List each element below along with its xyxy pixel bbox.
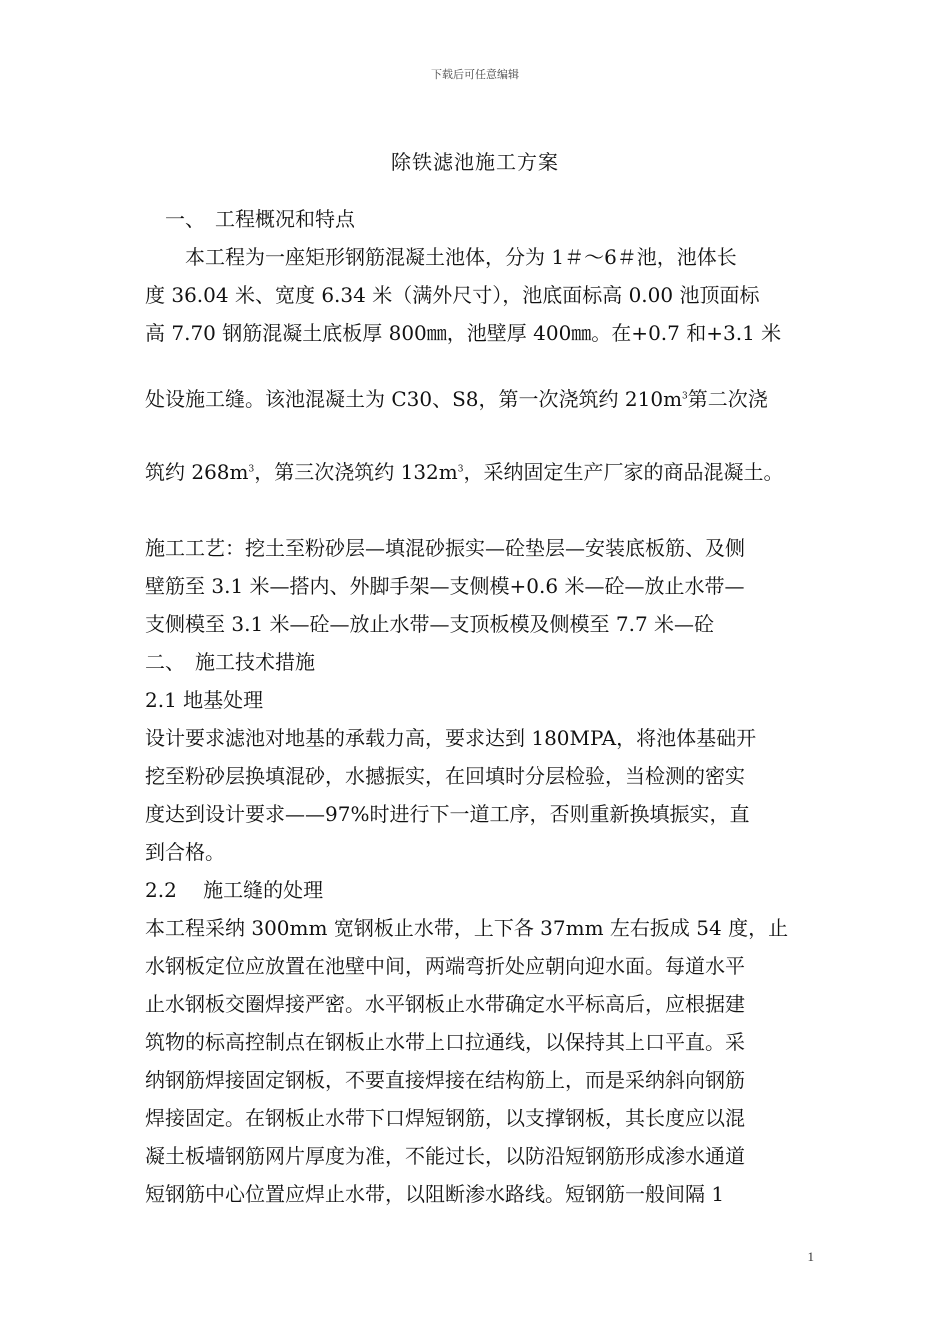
paragraph-line: 到合格。: [145, 840, 225, 864]
paragraph-line: 短钢筋中心位置应焊止水带，以阻断渗水路线。短钢筋一般间隔 1: [145, 1182, 725, 1206]
paragraph-line: [145, 380, 820, 418]
paragraph-line: 施工工艺：挖土至粉砂层—填混砂振实—砼垫层—安装底板筋、及侧: [145, 536, 745, 560]
document-title: 除铁滤池施工方案: [391, 150, 559, 174]
paragraph-line: 本工程采纳 300mm 宽钢板止水带，上下各 37mm 左右扳成 54 度，止: [145, 916, 789, 940]
paragraph-line: 纳钢筋焊接固定钢板，不要直接焊接在结构筋上，而是采纳斜向钢筋: [145, 1068, 745, 1092]
paragraph-line: 高 7.70 钢筋混凝土底板厚 800㎜，池壁厚 400㎜。在+0.7 和+3.1 米: [145, 321, 782, 345]
paragraph-line: 水钢板定位应放置在池壁中间，两端弯折处应朝向迎水面。每道水平: [145, 954, 745, 978]
paragraph-line: [145, 453, 820, 491]
paragraph-line: 筑物的标高控制点在钢板止水带上口拉通线，以保持其上口平直。采: [145, 1030, 745, 1054]
superscript: 3: [248, 464, 255, 475]
text-run: 处设施工缝。该池混凝土为 C30、S8，第一次浇筑约 210m: [145, 387, 683, 411]
text-run: 第二次浇: [687, 387, 768, 411]
paragraph-line: 本工程为一座矩形钢筋混凝土池体，分为 1＃～6＃池，池体长: [185, 245, 737, 269]
superscript: 3: [682, 391, 688, 402]
subsection-heading-2-1: 2.1 地基处理: [145, 688, 264, 712]
page-header: 下载后可任意编辑: [431, 68, 519, 81]
paragraph-line: 设计要求滤池对地基的承载力高，要求达到 180MPA，将池体基础开: [145, 726, 757, 750]
spacer: [145, 491, 820, 529]
section-heading-1: 一、 工程概况和特点: [165, 207, 355, 231]
text-run: ，第三次浇筑约 132m: [254, 460, 458, 484]
paragraph-line: 焊接固定。在钢板止水带下口焊短钢筋，以支撑钢板，其长度应以混: [145, 1106, 745, 1130]
paragraph-line: 度 36.04 米、宽度 6.34 米（满外尺寸），池底面标高 0.00 池顶面标: [145, 283, 760, 307]
document-body: [145, 200, 820, 1213]
text-run: ，采纳固定生产厂家的商品混凝土。: [463, 460, 784, 484]
superscript: 3: [457, 464, 464, 475]
subsection-heading-2-2: 2.2 施工缝的处理: [145, 878, 324, 902]
spacer: [145, 352, 820, 380]
text-run: 筑约 268m: [145, 460, 249, 484]
paragraph-line: 凝土板墙钢筋网片厚度为准，不能过长，以防沿短钢筋形成渗水通道: [145, 1144, 745, 1168]
section-heading-2: 二、 施工技术措施: [145, 650, 315, 674]
page-number: 1: [807, 1249, 814, 1264]
paragraph-line: 挖至粉砂层换填混砂，水撼振实，在回填时分层检验，当检测的密实: [145, 764, 745, 788]
paragraph-line: 度达到设计要求——97%时进行下一道工序，否则重新换填振实，直: [145, 802, 750, 826]
paragraph-line: 止水钢板交圈焊接严密。水平钢板止水带确定水平标高后，应根据建: [145, 992, 745, 1016]
spacer: [145, 418, 820, 453]
paragraph-line: 壁筋至 3.1 米—搭内、外脚手架—支侧模+0.6 米—砼—放止水带—: [145, 574, 745, 598]
paragraph-line: 支侧模至 3.1 米—砼—放止水带—支顶板模及侧模至 7.7 米—砼: [145, 612, 715, 636]
